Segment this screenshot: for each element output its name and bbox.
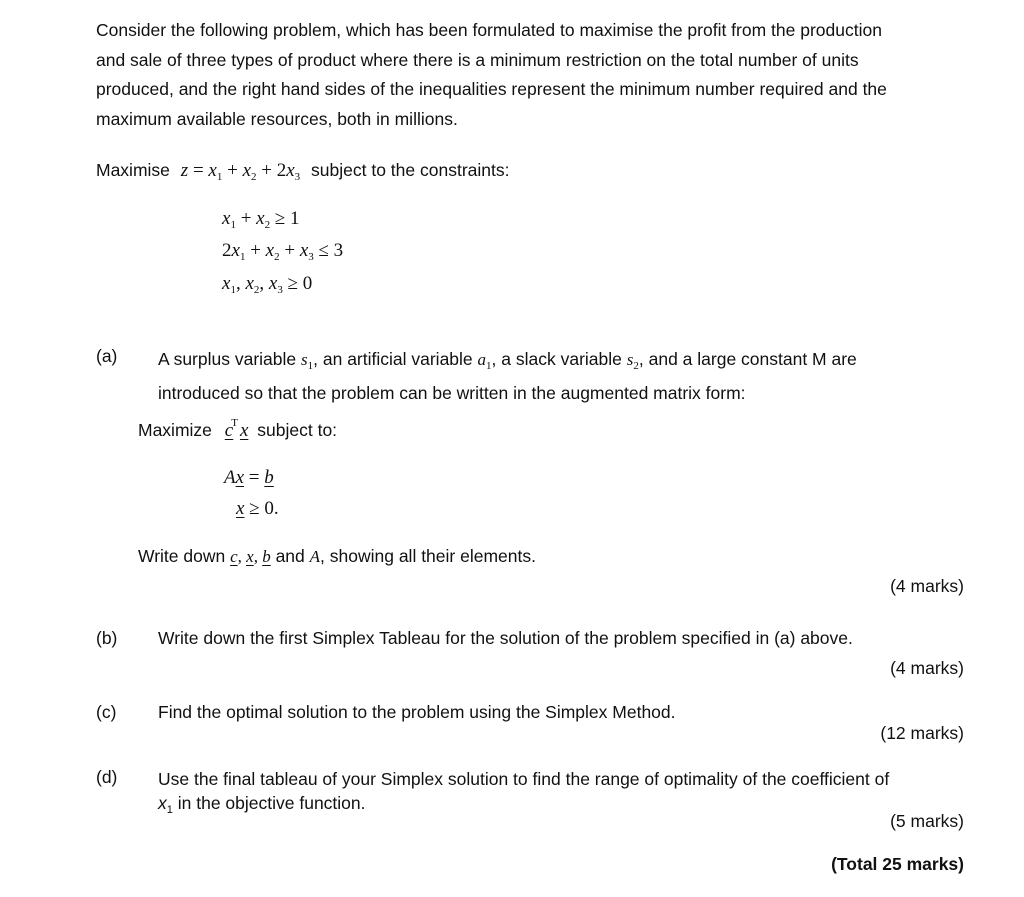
symbol-A: A bbox=[309, 547, 321, 566]
part-a-marks: (4 marks) bbox=[890, 576, 964, 596]
intro-paragraph bbox=[96, 16, 966, 134]
part-b-marks: (4 marks) bbox=[890, 658, 964, 678]
write-down-and: and bbox=[275, 546, 305, 566]
part-b-label: (b) bbox=[96, 628, 118, 648]
subject-to-label: subject to: bbox=[257, 420, 338, 440]
part-d-text bbox=[158, 767, 889, 822]
part-a-text-segment: , and a large constant M are bbox=[638, 349, 857, 369]
part-a-label: (a) bbox=[96, 346, 118, 366]
objective-line bbox=[96, 160, 509, 183]
equation-x-nonneg: x ≥ 0. bbox=[236, 498, 279, 519]
intro-line: and sale of three types of product where there is a minimum restriction on the total number of units bbox=[96, 49, 859, 70]
part-c-label: (c) bbox=[96, 702, 117, 722]
part-d-line2-suffix: in the objective function. bbox=[177, 793, 366, 813]
part-a-text-segment: A surplus variable bbox=[158, 349, 297, 369]
total-marks: (Total 25 marks) bbox=[831, 854, 964, 874]
intro-line: maximum available resources, both in millions. bbox=[96, 108, 458, 129]
constraint-1: $x_1 + x_2 \ge 1$ bbox=[222, 208, 300, 231]
part-a-line1 bbox=[158, 346, 978, 380]
part-c-marks: (12 marks) bbox=[880, 723, 964, 743]
objective-formula: $z = x_1 + x_2 + 2x_3$ bbox=[180, 160, 301, 183]
intro-line: Consider the following problem, which has been formulated to maximise the profit from the production bbox=[96, 20, 882, 40]
symbol-s1: $s_1$ bbox=[301, 350, 314, 372]
part-a-line2: introduced so that the problem can be written in the augmented matrix form: bbox=[158, 383, 746, 403]
part-a-text bbox=[158, 346, 978, 407]
intro-line: produced, and the right hand sides of the inequalities represent the minimum number required and the bbox=[96, 79, 887, 99]
symbol-a1: $a_1$ bbox=[477, 350, 492, 372]
part-d-marks: (5 marks) bbox=[890, 811, 964, 831]
augmented-objective bbox=[138, 417, 338, 442]
symbols-c-x-b: c, x, b bbox=[230, 547, 271, 566]
write-down-line bbox=[138, 546, 536, 567]
part-c-text: Find the optimal solution to the problem using the Simplex Method. bbox=[158, 702, 676, 722]
constraint-2: $2x_1 + x_2 + x_3 \le 3$ bbox=[222, 240, 344, 263]
part-a-text-segment: , a slack variable bbox=[491, 349, 622, 369]
symbol-x1: $x_1$ bbox=[158, 793, 173, 816]
part-d-line2 bbox=[158, 791, 889, 822]
write-down-prefix: Write down bbox=[138, 546, 226, 566]
ct-x-formula: $c^T$ x bbox=[224, 417, 249, 441]
objective-suffix: subject to the constraints: bbox=[311, 160, 510, 180]
objective-prefix: Maximise bbox=[96, 160, 170, 180]
maximize-label: Maximize bbox=[138, 420, 212, 440]
part-d-label: (d) bbox=[96, 767, 118, 787]
part-b-text: Write down the first Simplex Tableau for the solution of the problem specified in (a) above. bbox=[158, 628, 853, 648]
write-down-suffix: , showing all their elements. bbox=[320, 546, 536, 566]
part-d-line1: Use the final tableau of your Simplex solution to find the range of optimality of the coefficient of bbox=[158, 769, 890, 789]
part-a-text-segment: , an artificial variable bbox=[313, 349, 473, 369]
symbol-s2: $s_2$ bbox=[626, 350, 639, 372]
equation-ax-b: Ax = b bbox=[224, 467, 274, 488]
constraint-nonneg: $x_1$, $x_2$, $x_3 \ge 0$ bbox=[222, 273, 313, 296]
